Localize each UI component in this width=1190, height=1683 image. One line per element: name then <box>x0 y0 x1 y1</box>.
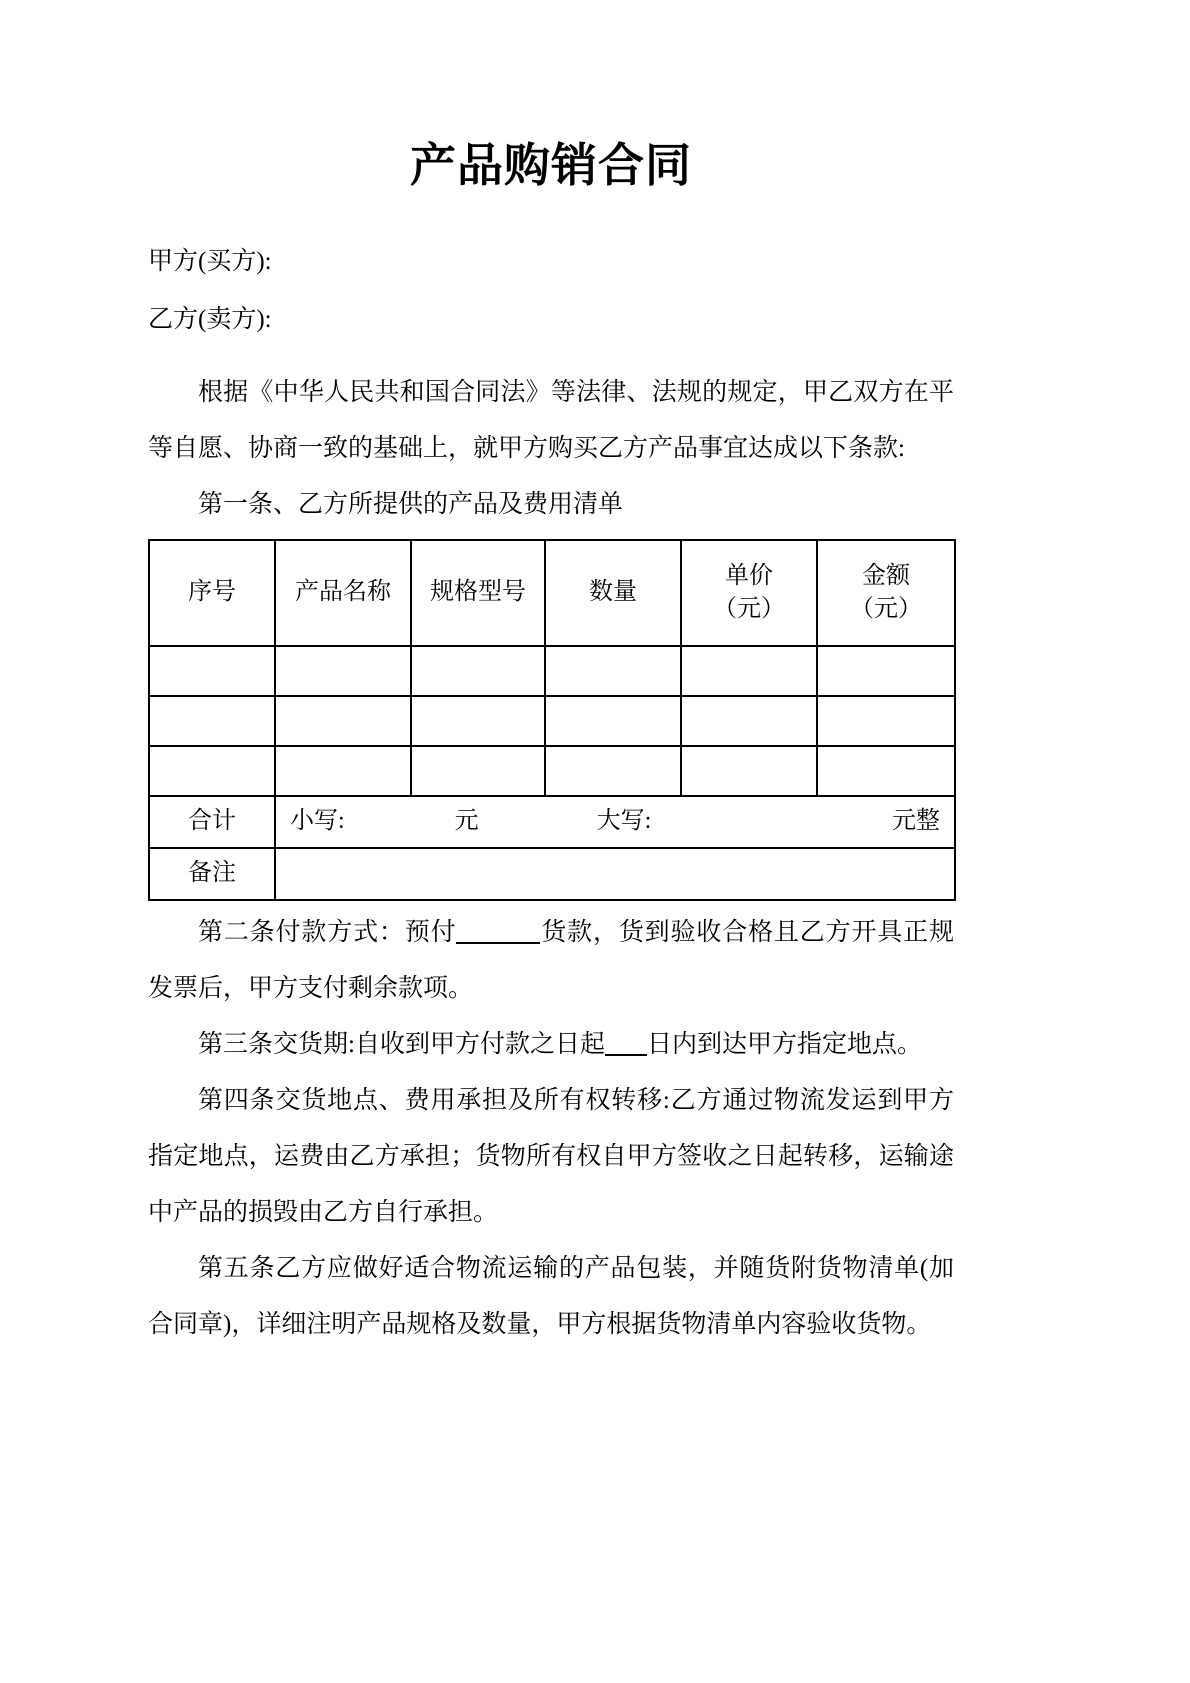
table-cell-index[interactable] <box>149 746 275 796</box>
table-total-row <box>149 796 955 848</box>
header-label-name: 产品名称 <box>295 579 391 606</box>
table-cell-spec[interactable] <box>411 646 545 696</box>
header-label-unit-price: 单价 <box>725 563 773 590</box>
table-cell-quantity[interactable] <box>545 746 681 796</box>
table-cell-name[interactable] <box>275 646 411 696</box>
table-cell-name[interactable] <box>275 746 411 796</box>
clause-one-heading: 第一条、乙方所提供的产品及费用清单 <box>198 490 624 518</box>
header-label-index: 序号 <box>188 579 236 606</box>
remark-value-cell[interactable] <box>275 848 955 900</box>
remark-label-cell: 备注 <box>149 848 275 900</box>
prepayment-blank-field[interactable] <box>456 917 540 944</box>
total-lowercase-label: 小写: <box>290 807 345 834</box>
table-cell-unit-price[interactable] <box>681 696 817 746</box>
table-cell-name[interactable] <box>275 696 411 746</box>
header-unit-unit-price: （元） <box>713 595 785 622</box>
table-row <box>149 696 955 746</box>
header-label-quantity: 数量 <box>589 579 637 606</box>
table-remark-row <box>149 848 955 900</box>
table-cell-index[interactable] <box>149 646 275 696</box>
total-uppercase-label: 大写: <box>596 807 652 834</box>
clause-two-paragraph <box>148 905 954 1017</box>
preamble-paragraph: 根据《中华人民共和国合同法》等法律、法规的规定，甲乙双方在平等自愿、协商一致的基础上，就甲方购买乙方产品事宜达成以下条款: <box>148 378 954 462</box>
product-fee-table <box>148 539 956 901</box>
clause-two-text-before-blank: 第二条付款方式：预付 <box>198 918 457 946</box>
table-row <box>149 746 955 796</box>
table-header-cell-name <box>275 540 411 646</box>
table-header-cell-unit-price <box>681 540 817 646</box>
table-header-cell-quantity <box>545 540 681 646</box>
table-row <box>149 646 955 696</box>
party-buyer-line: 甲方(买方): <box>148 247 272 275</box>
table-cell-amount[interactable] <box>817 696 955 746</box>
clause-five-paragraph: 第五条乙方应做好适合物流运输的产品包装，并随货附货物清单(加合同章)，详细注明产品规格及数量，甲方根据货物清单内容验收货物。 <box>148 1254 954 1338</box>
delivery-days-blank-field[interactable] <box>605 1029 647 1056</box>
clause-three-paragraph <box>148 1017 954 1073</box>
table-cell-spec[interactable] <box>411 746 545 796</box>
total-value-cell[interactable] <box>275 796 955 848</box>
party-seller-line: 乙方(卖方): <box>148 305 272 333</box>
total-label-cell: 合计 <box>149 796 275 848</box>
header-label-spec: 规格型号 <box>430 579 526 606</box>
table-cell-quantity[interactable] <box>545 696 681 746</box>
party-block <box>148 249 954 332</box>
table-cell-index[interactable] <box>149 696 275 746</box>
total-yuan-label: 元 <box>454 807 479 834</box>
table-cell-amount[interactable] <box>817 746 955 796</box>
document-content <box>148 0 954 1353</box>
table-header-cell-spec <box>411 540 545 646</box>
table-header-cell-amount <box>817 540 955 646</box>
remark-value <box>276 849 954 899</box>
clause-three-text-after-blank: 日内到达甲方指定地点。 <box>646 1030 922 1058</box>
clause-four-paragraph: 第四条交货地点、费用承担及所有权转移:乙方通过物流发运到甲方指定地点，运费由乙方承担；货物所有权自甲方签收之日起转移，运输途中产品的损毁由乙方自行承担。 <box>148 1086 954 1226</box>
table-cell-unit-price[interactable] <box>681 746 817 796</box>
header-label-amount: 金额 <box>862 563 910 590</box>
table-header-row <box>149 540 955 646</box>
table-cell-spec[interactable] <box>411 696 545 746</box>
table-cell-amount[interactable] <box>817 646 955 696</box>
table-header-cell-index <box>149 540 275 646</box>
total-whole-label: 元整 <box>892 807 940 834</box>
table-cell-quantity[interactable] <box>545 646 681 696</box>
clause-three-text-before-blank: 第三条交货期:自收到甲方付款之日起 <box>198 1030 605 1058</box>
header-unit-amount: （元） <box>850 595 922 622</box>
table-cell-unit-price[interactable] <box>681 646 817 696</box>
clause-two-text-after-blank: 货款，货到验收合格且乙方开具正规发票后，甲方支付剩余款项。 <box>148 918 954 1002</box>
page-title: 产品购销合同 <box>410 138 692 192</box>
